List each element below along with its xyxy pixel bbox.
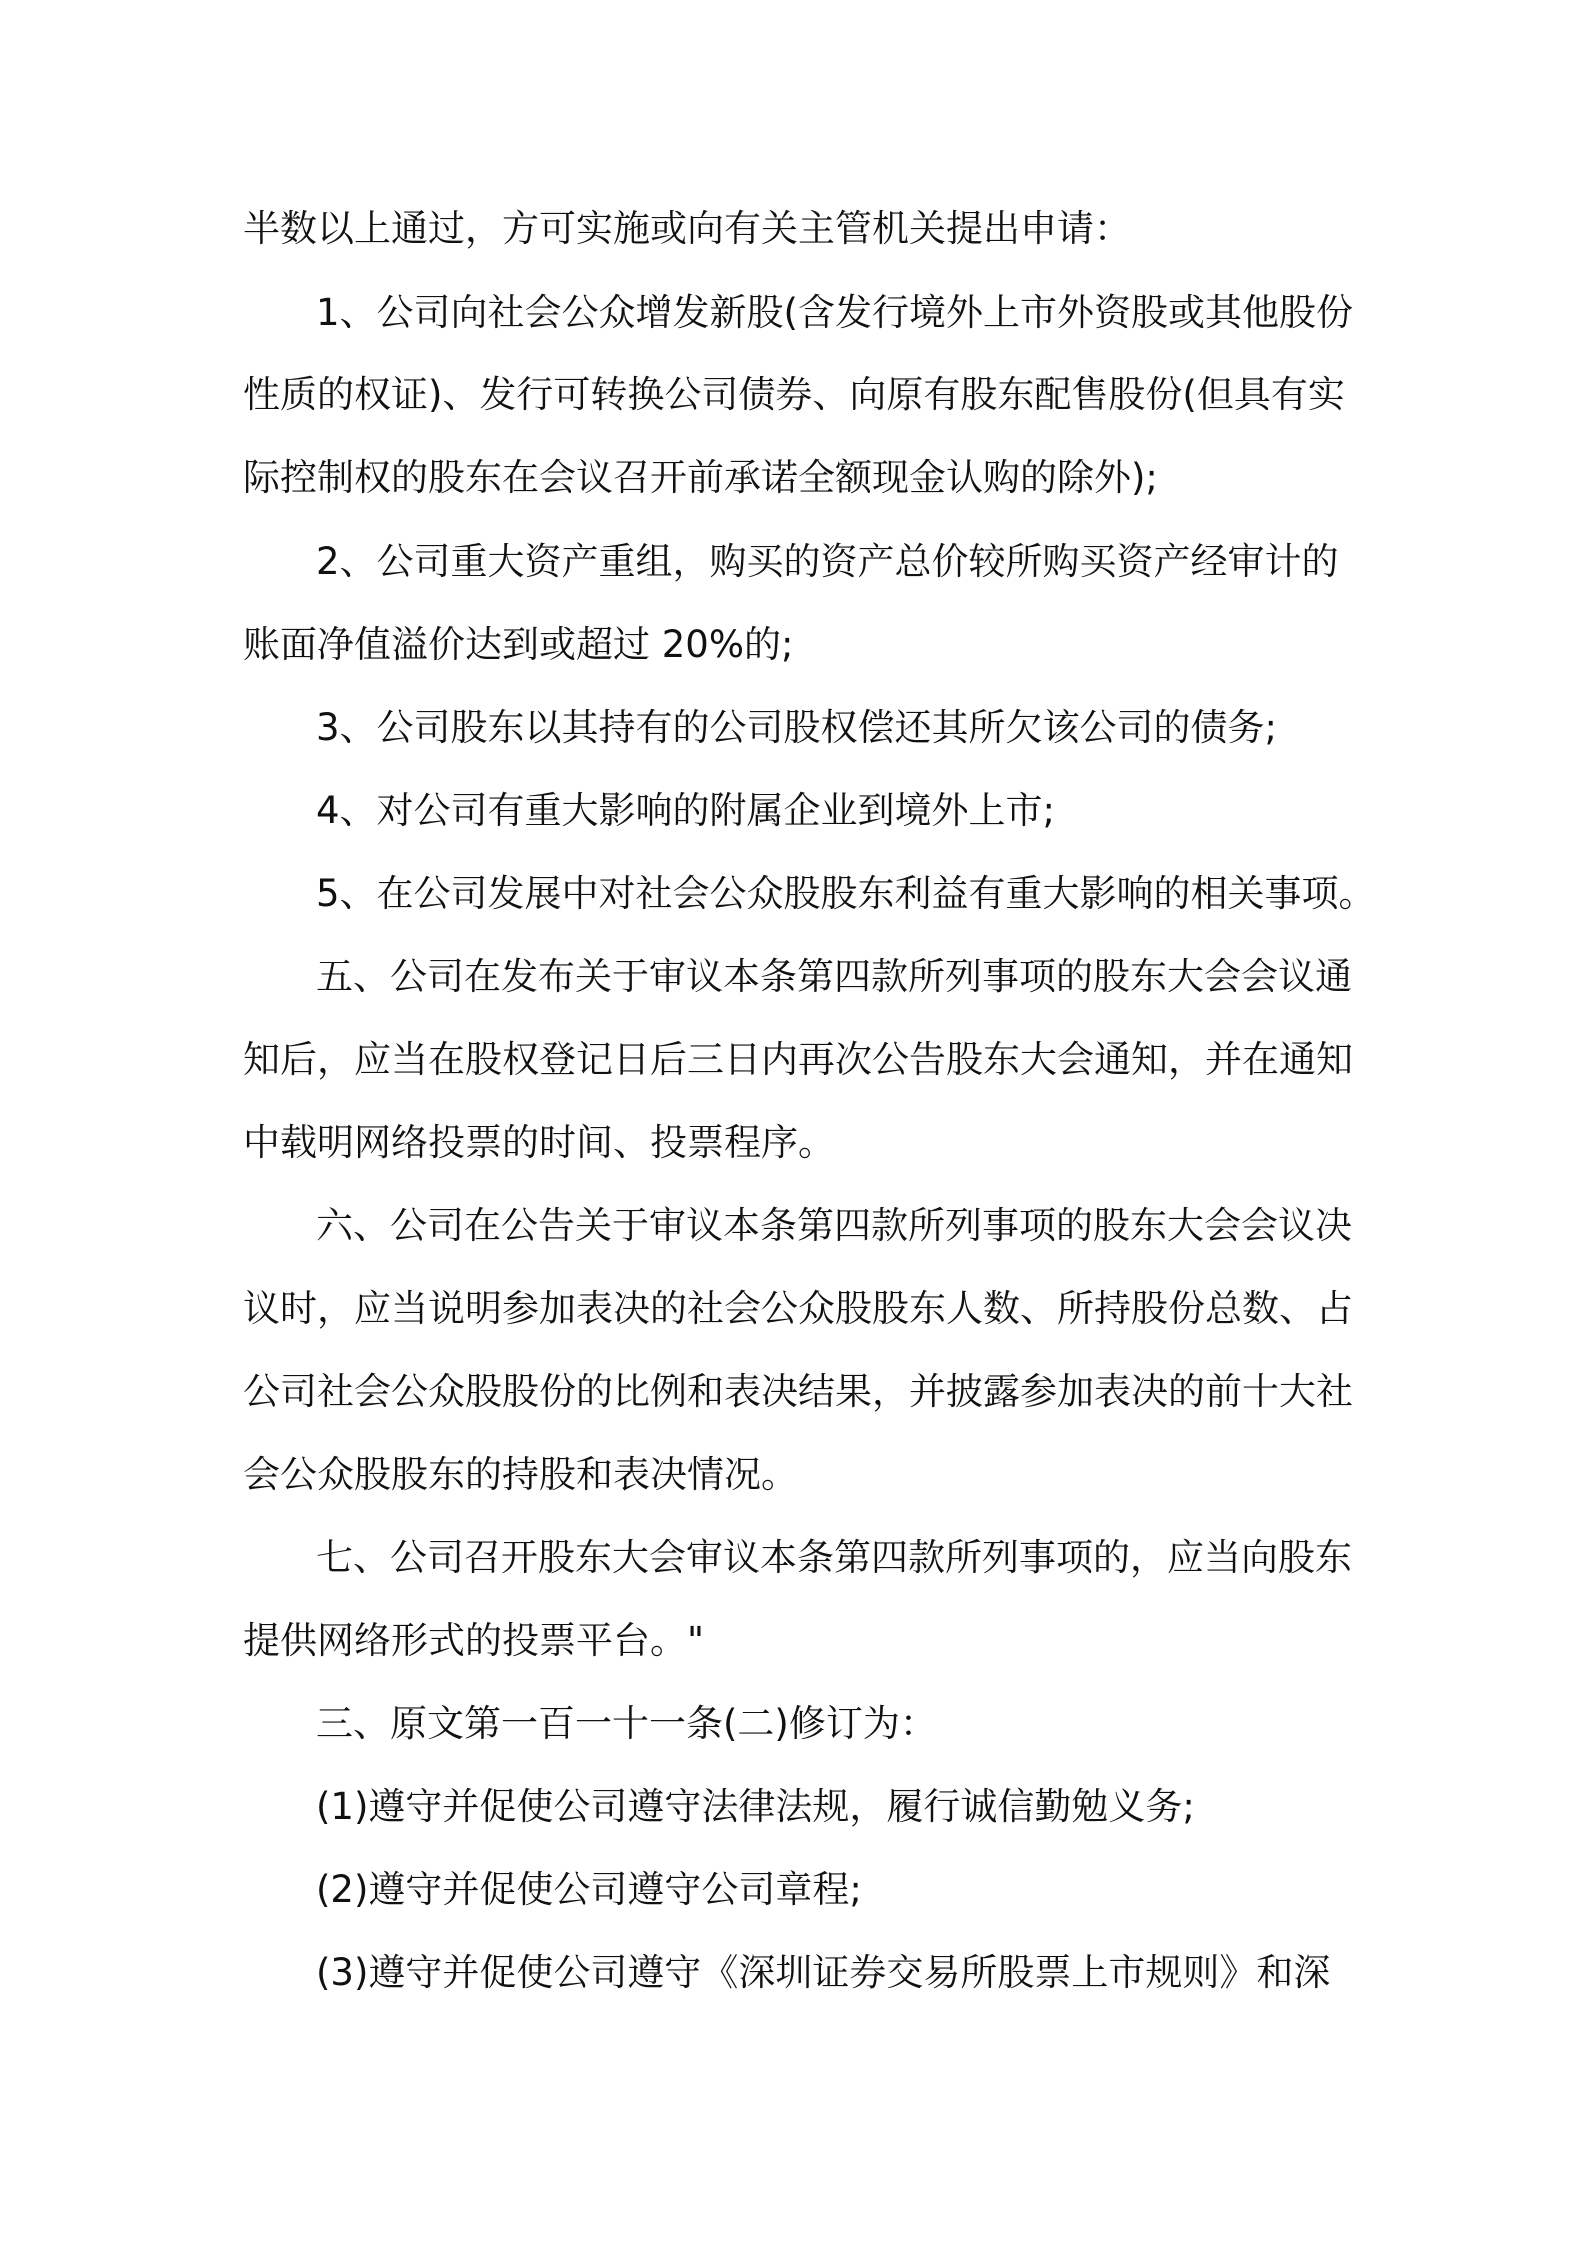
text-line: 议时，应当说明参加表决的社会公众股股东人数、所持股份总数、占 [243,1287,1353,1330]
text-line: 1、公司向社会公众增发新股(含发行境外上市外资股或其他股份 [316,291,1353,334]
text-line: 性质的权证)、发行可转换公司债券、向原有股东配售股份(但具有实 [243,373,1345,416]
text-line: 中载明网络投票的时间、投票程序。 [243,1121,835,1164]
text-line: (2)遵守并促使公司遵守公司章程; [316,1868,862,1911]
text-line: 知后，应当在股权登记日后三日内再次公告股东大会通知，并在通知 [243,1038,1353,1081]
text-line: 六、公司在公告关于审议本条第四款所列事项的股东大会会议决 [316,1204,1352,1247]
text-line: 五、公司在发布关于审议本条第四款所列事项的股东大会会议通 [316,955,1352,998]
text-line: 三、原文第一百一十一条(二)修订为： [316,1702,937,1745]
text-line: 3、公司股东以其持有的公司股权偿还其所欠该公司的债务; [316,706,1278,749]
text-line: 七、公司召开股东大会审议本条第四款所列事项的，应当向股东 [316,1536,1352,1579]
text-line: 2、公司重大资产重组，购买的资产总价较所购买资产经审计的 [316,540,1339,583]
text-line: 提供网络形式的投票平台。" [243,1619,705,1662]
text-line: 际控制权的股东在会议召开前承诺全额现金认购的除外); [243,456,1158,499]
text-line: 会公众股股东的持股和表决情况。 [243,1453,798,1496]
text-line: 公司社会公众股股份的比例和表决结果，并披露参加表决的前十大社 [243,1370,1353,1413]
text-line: (1)遵守并促使公司遵守法律法规，履行诚信勤勉义务; [316,1785,1195,1828]
text-line: (3)遵守并促使公司遵守《深圳证券交易所股票上市规则》和深 [316,1951,1331,1994]
text-line: 账面净值溢价达到或超过 20%的; [243,623,794,666]
text-line: 半数以上通过，方可实施或向有关主管机关提出申请： [243,207,1131,250]
text-line: 4、对公司有重大影响的附属企业到境外上市; [316,789,1056,832]
text-line: 5、在公司发展中对社会公众股股东利益有重大影响的相关事项。 [316,872,1376,915]
